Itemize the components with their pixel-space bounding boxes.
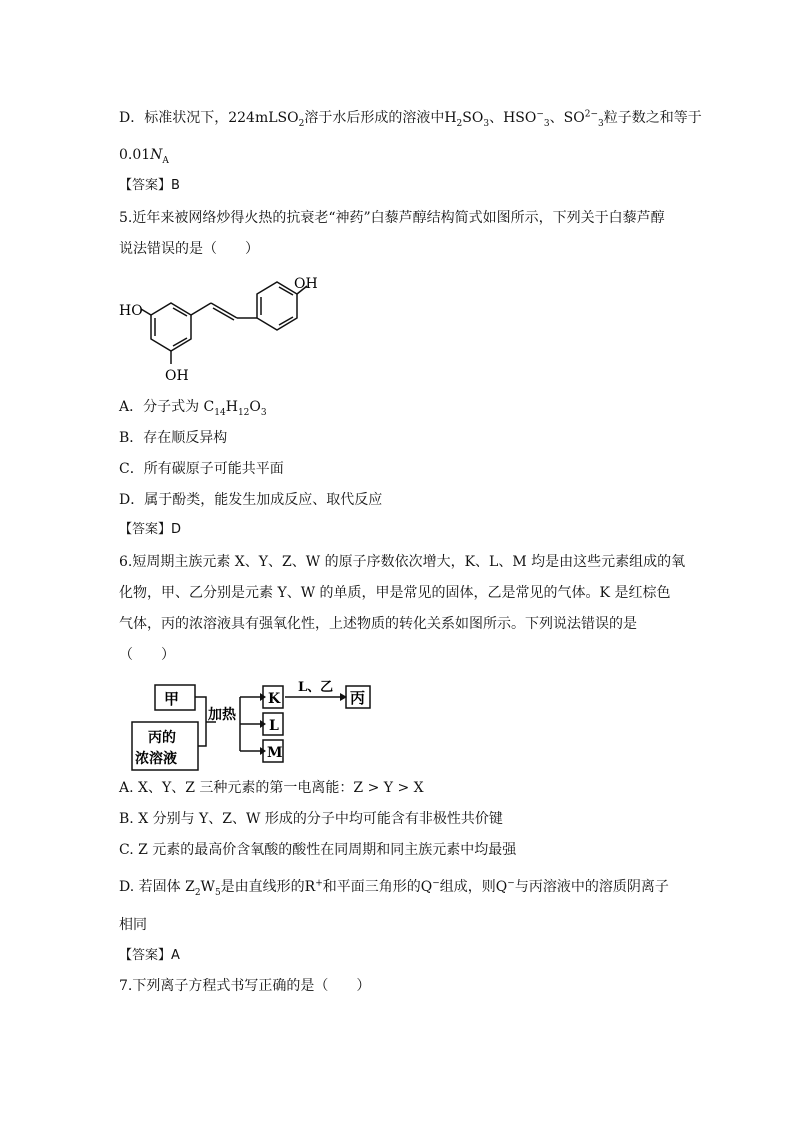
q4-d-sub: A: [162, 155, 169, 166]
q4-d-text-6: 粒子数之和等于: [603, 110, 702, 126]
q6-d-text: W: [200, 879, 215, 895]
q5-option-b: B．存在顺反异构: [119, 430, 228, 446]
q6-option-c: C. Z 元素的最高价含氧酸的酸性在同周期和同主族元素中均最强: [119, 842, 517, 858]
q6-d-sup: +: [315, 878, 323, 889]
q6-stem-line3: 气体，丙的浓溶液具有强氧化性，上述物质的转化关系如图所示。下列说法错误的是: [119, 616, 637, 632]
q6-option-b: B. X 分别与 Y、Z、W 形成的分子中均可能含有非极性共价键: [119, 811, 503, 827]
q6-stem-line2: 化物，甲、乙分别是元素 Y、W 的单质，甲是常见的固体，乙是常见的气体。K 是红棕色: [119, 585, 671, 601]
bing-conc-label-2: 浓溶液: [135, 751, 177, 767]
q4-d-sup: −: [536, 109, 544, 120]
q4-option-d: [119, 108, 702, 128]
resveratrol-structure: [115, 268, 325, 388]
q5-a-sub: 12: [237, 407, 250, 418]
q4-option-d-line2: [119, 145, 169, 165]
q6-d-sup: −: [507, 878, 515, 889]
q6-d-sub: 5: [214, 887, 221, 898]
q6-d-sub: 2: [194, 887, 201, 898]
q5-stem-line1: 5.近年来被网络炒得火热的抗衰老“神药”白藜芦醇结构简式如图所示，下列关于白藜芦醇: [119, 210, 665, 226]
q6-option-d-line2: 相同: [119, 917, 147, 933]
q4-d-sub: 3: [598, 118, 604, 129]
q6-d-text: 是由直线形的R: [220, 879, 316, 895]
q4-d-text-5: 、SO: [549, 110, 585, 126]
q4-d-sup: 2−: [584, 109, 599, 120]
q5-stem-line2: 说法错误的是（ ）: [119, 241, 259, 257]
q5-a-sub: 3: [260, 407, 267, 418]
q4-answer: 【答案】B: [119, 178, 180, 193]
arrow-condition-label: L、乙: [298, 680, 334, 695]
q6-d-text: 与丙溶液中的溶质阴离子: [514, 879, 669, 895]
q5-option-c: C．所有碳原子可能共平面: [119, 461, 284, 477]
m-label: M: [267, 745, 283, 761]
q4-d-sub: 3: [543, 118, 550, 129]
q5-a-text: H: [225, 399, 238, 415]
q6-option-d: [119, 877, 669, 897]
q7-stem: 7.下列离子方程式书写正确的是（ ）: [119, 978, 371, 994]
q4-d-number: 0.01: [119, 147, 151, 163]
q4-d-text-2: 溶于水后形成的溶液中H: [304, 110, 457, 126]
bing-conc-label-1: 丙的: [148, 730, 176, 746]
bing-label: 丙: [350, 689, 366, 707]
q5-option-d: D．属于酚类，能发生加成反应、取代反应: [119, 492, 383, 508]
q4-d-na: N: [150, 147, 163, 163]
heat-label: 加热: [208, 707, 236, 723]
q6-stem-line4: （ ）: [119, 647, 175, 663]
oh-top-label: OH: [294, 276, 318, 292]
q5-a-text: O: [249, 399, 261, 415]
q5-a-text: A．分子式为 C: [119, 399, 215, 415]
q6-option-a: A. X、Y、Z 三种元素的第一电离能：Z > Y > X: [119, 780, 424, 796]
l-label: L: [269, 718, 279, 734]
conversion-diagram: [128, 678, 388, 778]
q4-d-sub: 2: [298, 118, 305, 129]
q6-stem-line1: 6.短周期主族元素 X、Y、Z、W 的原子序数依次增大，K、L、M 均是由这些元素组成的氧: [119, 554, 686, 570]
oh-bottom-label: OH: [165, 368, 189, 384]
jia-label: 甲: [164, 690, 180, 708]
ho-left-label: HO: [119, 303, 143, 319]
q4-d-text-4: 、HSO: [489, 110, 537, 126]
q6-answer: 【答案】A: [119, 948, 180, 963]
q5-option-a: [119, 397, 267, 417]
q6-d-text: D. 若固体 Z: [119, 879, 195, 895]
k-label: K: [268, 691, 281, 707]
q4-d-sub: 2: [456, 118, 463, 129]
q6-d-text: 和平面三角形的Q: [322, 879, 433, 895]
q5-a-sub: 14: [214, 407, 226, 418]
q4-d-sub: 3: [483, 118, 490, 129]
q4-d-text-1: D．标准状况下，224mLSO: [119, 110, 299, 126]
q6-d-sup: −: [432, 878, 440, 889]
q6-d-text: 组成，则Q: [439, 879, 508, 895]
q5-answer: 【答案】D: [119, 522, 182, 537]
q4-d-text-3: SO: [462, 110, 484, 126]
